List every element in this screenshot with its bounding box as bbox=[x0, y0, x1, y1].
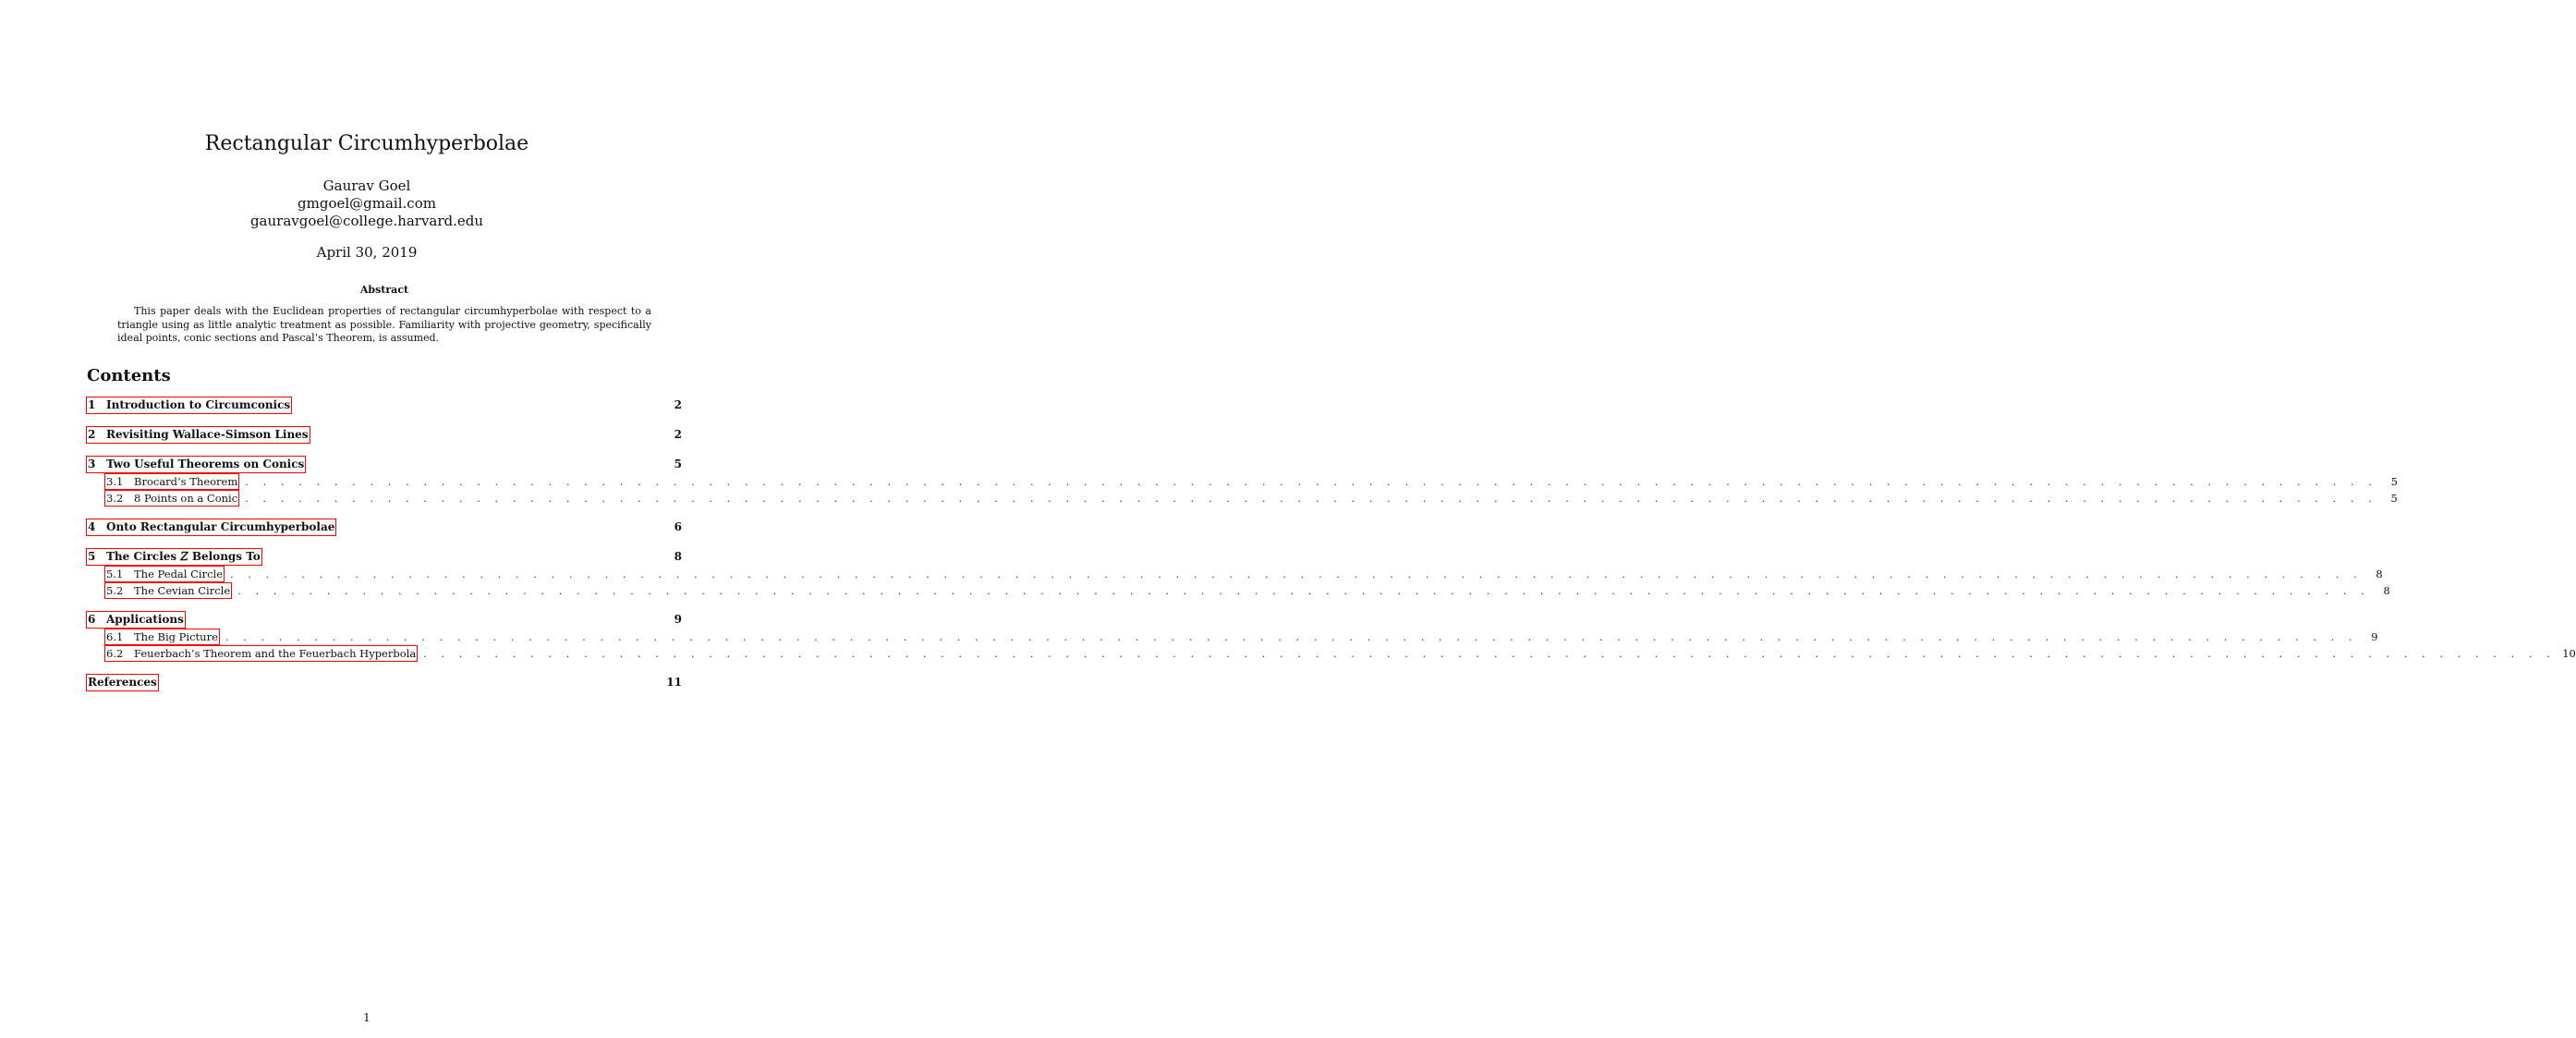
toc-subsection-page: 5 bbox=[2390, 475, 2398, 488]
toc-section-title: Introduction to Circumconics bbox=[106, 398, 291, 411]
author-email-2: gauravgoel@college.harvard.edu bbox=[249, 213, 484, 229]
toc-subsection-entry bbox=[87, 629, 2378, 645]
toc-subsection-title: The Big Picture bbox=[134, 630, 218, 643]
toc-section-number: 4 bbox=[88, 520, 96, 533]
toc-subsection-link[interactable] bbox=[104, 473, 239, 490]
toc-subsection-number: 6.2 bbox=[106, 647, 124, 660]
toc-section-entry bbox=[87, 674, 682, 691]
toc-section-entry bbox=[87, 456, 682, 473]
toc-dot-leader: . . . . . . . . . . . . . . . . . . . . . . . . . . . . . . . . . . . . . . . . . . . . . . . . . . . . . . . . . . . . . . . . . . . . . . . . . . . . . . . . . . . . . . . . . . . . . . . . . . . . . . . . . . . . . . . . . . . . . . . . bbox=[230, 568, 2363, 580]
toc-section-page: 2 bbox=[674, 428, 682, 441]
toc-dot-leader: . . . . . . . . . . . . . . . . . . . . . . . . . . . . . . . . . . . . . . . . . . . . . . . . . . . . . . . . . . . . . . . . . . . . . . . . . . . . . . . . . . . . . . . . . . . . . . . . . . . . . . . . . . . . . . . . . . . . . . . . bbox=[237, 584, 2370, 597]
abstract-heading: Abstract bbox=[359, 284, 409, 296]
toc-subsection-entry bbox=[87, 473, 2398, 490]
contents-heading: Contents bbox=[87, 366, 171, 385]
toc-section-number: 3 bbox=[88, 458, 96, 470]
toc-group bbox=[87, 611, 2576, 662]
toc-section-title: Two Useful Theorems on Conics bbox=[106, 458, 305, 470]
toc-group bbox=[87, 548, 2390, 599]
toc-section-page: 9 bbox=[674, 613, 682, 626]
toc-subsection-link[interactable] bbox=[104, 566, 225, 582]
toc-section-title: Onto Rectangular Circumhyperbolae bbox=[106, 520, 335, 533]
toc-section-page: 5 bbox=[674, 458, 682, 470]
toc-section-entry bbox=[87, 397, 682, 414]
toc-subsection-link[interactable] bbox=[104, 490, 239, 507]
toc-subsection-entry bbox=[87, 490, 2398, 507]
author-block bbox=[0, 177, 734, 230]
toc-subsection-page: 5 bbox=[2390, 492, 2398, 505]
toc-subsection-title: The Cevian Circle bbox=[134, 584, 231, 597]
toc-section-link[interactable] bbox=[86, 426, 310, 444]
toc-section-page: 6 bbox=[674, 520, 682, 533]
toc-section-title: Revisiting Wallace-Simson Lines bbox=[106, 428, 309, 441]
toc-section-title: Applications bbox=[106, 613, 184, 626]
toc-group bbox=[87, 519, 682, 536]
toc-subsection-link[interactable] bbox=[104, 645, 418, 662]
toc-section-title: References bbox=[88, 676, 157, 689]
table-of-contents bbox=[87, 364, 2576, 703]
toc-section-entry bbox=[87, 426, 682, 444]
title-block bbox=[0, 129, 734, 262]
toc-section-number: 1 bbox=[88, 398, 96, 411]
toc-subsection-entry bbox=[87, 566, 2383, 582]
toc-section-number: 6 bbox=[88, 613, 96, 626]
toc-list bbox=[87, 397, 2576, 691]
toc-group bbox=[87, 397, 682, 414]
toc-section-page: 8 bbox=[674, 550, 682, 563]
toc-section-number: 2 bbox=[88, 428, 96, 441]
toc-subsection-link[interactable] bbox=[104, 582, 232, 599]
toc-group bbox=[87, 426, 682, 444]
toc-subsection-page: 10 bbox=[2562, 647, 2576, 660]
toc-subsection-number: 5.2 bbox=[106, 584, 124, 597]
toc-dot-leader: . . . . . . . . . . . . . . . . . . . . . . . . . . . . . . . . . . . . . . . . . . . . . . . . . . . . . . . . . . . . . . . . . . . . . . . . . . . . . . . . . . . . . . . . . . . . . . . . . . . . . . . . . . . . . . . . . . . . . . . . bbox=[423, 647, 2556, 660]
toc-group bbox=[87, 674, 682, 691]
toc-subsection-page: 9 bbox=[2371, 630, 2378, 643]
toc-dot-leader: . . . . . . . . . . . . . . . . . . . . . . . . . . . . . . . . . . . . . . . . . . . . . . . . . . . . . . . . . . . . . . . . . . . . . . . . . . . . . . . . . . . . . . . . . . . . . . . . . . . . . . . . . . . . . . . . . . . . . . . . bbox=[245, 492, 2377, 505]
toc-section-title: The Circles 𝑍 Belongs To bbox=[106, 550, 261, 563]
toc-subsection-page: 8 bbox=[2383, 584, 2390, 597]
toc-subsection-number: 3.2 bbox=[106, 492, 124, 505]
toc-subsection-page: 8 bbox=[2376, 568, 2383, 580]
toc-section-entry bbox=[87, 611, 682, 629]
document-date: April 30, 2019 bbox=[316, 244, 418, 261]
toc-subsection-number: 3.1 bbox=[106, 475, 124, 488]
page-number: 1 bbox=[363, 1011, 371, 1024]
toc-subsection-title: The Pedal Circle bbox=[134, 568, 224, 580]
toc-group bbox=[87, 456, 2398, 507]
toc-subsection-entry bbox=[87, 582, 2390, 599]
toc-subsection-title: Feuerbach’s Theorem and the Feuerbach Hyperbola bbox=[134, 647, 417, 660]
toc-section-link[interactable] bbox=[86, 397, 292, 414]
toc-section-link[interactable] bbox=[86, 456, 306, 473]
toc-subsection-entry bbox=[87, 645, 2576, 662]
toc-section-link[interactable] bbox=[86, 611, 186, 629]
toc-section-link[interactable] bbox=[86, 519, 336, 536]
toc-dot-leader: . . . . . . . . . . . . . . . . . . . . . . . . . . . . . . . . . . . . . . . . . . . . . . . . . . . . . . . . . . . . . . . . . . . . . . . . . . . . . . . . . . . . . . . . . . . . . . . . . . . . . . . . . . . . . . . . . . . . . . . . bbox=[225, 630, 2358, 643]
toc-subsection-number: 5.1 bbox=[106, 568, 124, 580]
toc-section-link[interactable] bbox=[86, 548, 262, 566]
toc-subsection-title: Brocard’s Theorem bbox=[134, 475, 238, 488]
toc-section-entry bbox=[87, 519, 682, 536]
toc-section-link[interactable] bbox=[86, 674, 159, 691]
abstract bbox=[117, 283, 651, 346]
toc-dot-leader: . . . . . . . . . . . . . . . . . . . . . . . . . . . . . . . . . . . . . . . . . . . . . . . . . . . . . . . . . . . . . . . . . . . . . . . . . . . . . . . . . . . . . . . . . . . . . . . . . . . . . . . . . . . . . . . . . . . . . . . . bbox=[245, 475, 2377, 488]
author-name: Gaurav Goel bbox=[322, 177, 411, 194]
toc-subsection-number: 6.1 bbox=[106, 630, 124, 643]
toc-subsection-title: 8 Points on a Conic bbox=[134, 492, 238, 505]
abstract-text: This paper deals with the Euclidean properties of rectangular circumhyperbolae with respect to a triangle using as little analytic treatment as possible. Familiarity with projective geometry, specifically ideal points, conic sections and Pascal’s Theorem, is assumed. bbox=[117, 305, 651, 344]
toc-section-number: 5 bbox=[88, 550, 96, 563]
toc-section-page: 11 bbox=[666, 676, 682, 689]
toc-subsection-link[interactable] bbox=[104, 629, 220, 645]
toc-section-page: 2 bbox=[674, 398, 682, 411]
document-title: Rectangular Circumhyperbolae bbox=[204, 132, 529, 155]
author-email-1: gmgoel@gmail.com bbox=[298, 195, 436, 212]
toc-section-entry bbox=[87, 548, 682, 566]
